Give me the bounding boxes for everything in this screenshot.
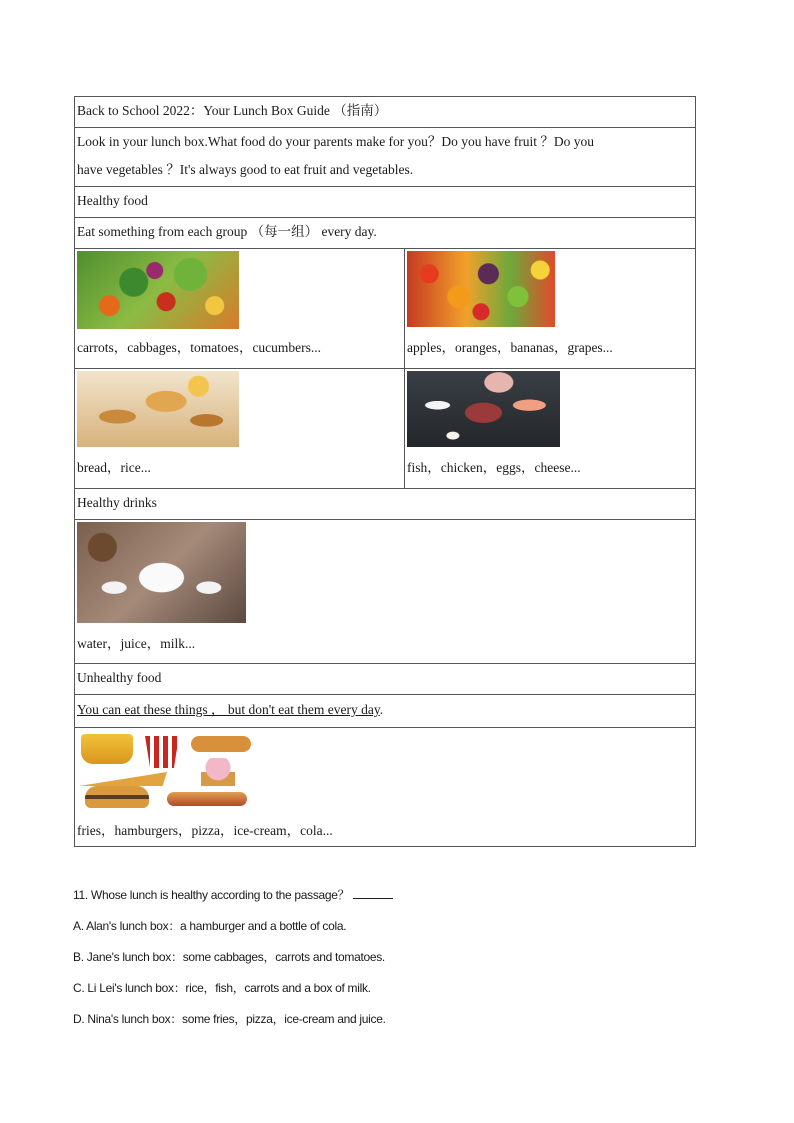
unhealthy-note: You can eat these things ， but don't eat them every day — [77, 702, 380, 717]
option-a[interactable]: A. Alan's lunch box：a hamburger and a bottle of cola. — [73, 919, 347, 933]
lunch-box-guide-table — [74, 96, 696, 847]
protein-image — [407, 371, 560, 447]
cola-cup-icon — [145, 736, 179, 768]
sausage-icon — [167, 792, 247, 806]
intro-line-2: have vegetables ？It's always good to eat fruit and vegetables. — [77, 162, 414, 177]
drinks-caption: water，juice，milk... — [77, 636, 196, 651]
junk-food-caption: fries，hamburgers，pizza，ice-cream，cola... — [77, 823, 333, 838]
protein-caption: fish，chicken，eggs，cheese... — [407, 460, 581, 475]
guide-title: Back to School 2022：Your Lunch Box Guide （指南） — [77, 103, 388, 118]
protein-cell — [405, 369, 696, 489]
unhealthy-food-heading: Unhealthy food — [77, 670, 162, 685]
guide-title-cell — [75, 97, 696, 128]
unhealthy-note-period: . — [379, 702, 384, 717]
junk-food-image — [77, 730, 253, 810]
drinks-cell — [75, 520, 696, 664]
question-stem — [73, 886, 393, 903]
fruit-cell — [405, 249, 696, 369]
vegetables-image — [77, 251, 239, 329]
healthy-food-heading: Healthy food — [77, 193, 148, 208]
bread-image — [77, 371, 239, 447]
option-d[interactable]: D. Nina's lunch box：some fries，pizza，ice-cream and juice. — [73, 1012, 386, 1026]
ice-cream-icon — [201, 758, 235, 786]
grains-cell — [75, 369, 405, 489]
hot-dog-icon — [191, 736, 251, 752]
intro-line-1: Look in your lunch box.What food do your parents make for you？Do you have fruit ？Do you — [77, 134, 595, 149]
intro-cell — [75, 128, 696, 187]
fruit-caption: apples，oranges，bananas，grapes... — [407, 340, 613, 355]
drinks-image — [77, 522, 246, 623]
option-b[interactable]: B. Jane's lunch box：some cabbages，carrots and tomatoes. — [73, 950, 385, 964]
fruit-image — [407, 251, 555, 327]
vegetables-caption: carrots，cabbages，tomatoes，cucumbers... — [77, 340, 322, 355]
grains-caption: bread，rice... — [77, 460, 151, 475]
question-text: 11. Whose lunch is healthy according to the passage？ — [73, 888, 350, 902]
group-note: Eat something from each group （每一组） every day. — [77, 224, 377, 239]
unhealthy-food-heading-cell — [75, 664, 696, 695]
answer-blank[interactable] — [353, 886, 393, 899]
healthy-drinks-heading-cell — [75, 489, 696, 520]
junk-food-cell — [75, 728, 696, 847]
pizza-icon — [79, 772, 167, 786]
fries-icon — [81, 734, 133, 764]
option-c[interactable]: C. Li Lei's lunch box：rice，fish，carrots and a box of milk. — [73, 981, 371, 995]
healthy-food-heading-cell — [75, 187, 696, 218]
unhealthy-note-cell — [75, 695, 696, 728]
vegetables-cell — [75, 249, 405, 369]
healthy-drinks-heading: Healthy drinks — [77, 495, 157, 510]
hamburger-icon — [85, 786, 149, 808]
group-note-cell — [75, 218, 696, 249]
